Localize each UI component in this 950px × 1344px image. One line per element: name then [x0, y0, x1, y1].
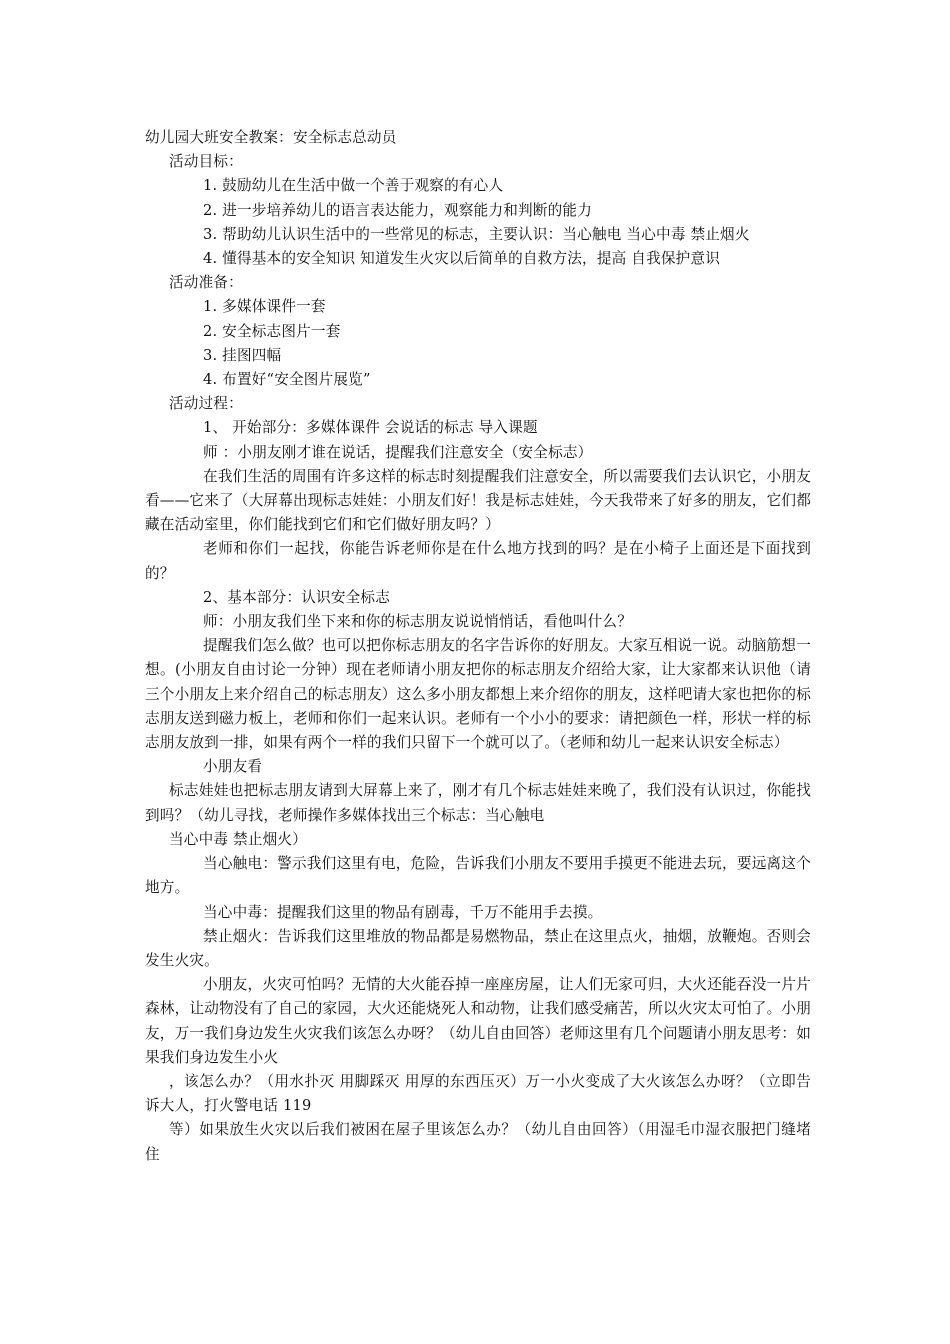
process-heading: 活动过程： — [169, 395, 243, 413]
sign-description: 当心中毒：提醒我们这里的物品有剧毒，千万不能用手去摸。 — [203, 903, 603, 921]
goal-item: 2. 进一步培养幼儿的语言表达能力，观察能力和判断的能力 — [203, 201, 593, 219]
process-paragraph: 小朋友，火灾可怕吗？无情的大火能吞掉一座座房屋，让人们无家可归，大火还能吞没一片片森林，让动物没有了自己的家园，大火还能烧死人和动物，让我们感受痛苦，所以火灾太可怕了。小朋友，万一我们身边发生火灾我们该怎么办呀？（幼儿自由回答）老师这里有几个问题请小朋友思考：如果我们身边发生小火 — [145, 976, 811, 1066]
process-paragraph: 师 ：小朋友刚才谁在说话，提醒我们注意安全（安全标志） — [203, 443, 593, 461]
document-title: 幼儿园大班安全教案：安全标志总动员 — [145, 129, 397, 146]
sign-description: 禁止烟火：告诉我们这里堆放的物品都是易燃物品，禁止在这里点火，抽烟，放鞭炮。否则会发生火灾。 — [145, 927, 811, 969]
document-body — [145, 126, 811, 1167]
process-step-heading: 2、基本部分：认识安全标志 — [203, 588, 391, 606]
prep-item: 2. 安全标志图片一套 — [203, 322, 341, 340]
process-paragraph: 小朋友看 — [203, 758, 263, 776]
goal-item: 4. 懂得基本的安全知识 知道发生火灾以后简单的自救方法，提高 自我保护意识 — [203, 250, 721, 268]
process-paragraph: ，该怎么办？（用水扑灭 用脚踩灭 用厚的东西压灭）万一小火变成了大火该怎么办呀？（立即告诉大人，打火警电话 119 — [145, 1072, 811, 1115]
sign-description: 当心触电：警示我们这里有电，危险，告诉我们小朋友不要用手摸更不能进去玩，要远离这个地方。 — [145, 855, 811, 897]
goals-heading: 活动目标： — [169, 153, 243, 171]
prep-item: 3. 挂图四幅 — [203, 346, 282, 364]
process-paragraph: 等）如果放生火灾以后我们被困在屋子里该怎么办？（幼儿自由回答）（用湿毛巾湿衣服把门缝堵住 — [145, 1121, 811, 1163]
process-paragraph: 老师和你们一起找，你能告诉老师你是在什么地方找到的吗？是在小椅子上面还是下面找到的？ — [145, 540, 811, 582]
prep-item: 4. 布置好“安全图片展览” — [203, 371, 371, 389]
process-step-heading: 1、 开始部分：多媒体课件 会说话的标志 导入课题 — [203, 419, 538, 437]
prep-item: 1. 多媒体课件一套 — [203, 298, 326, 316]
process-paragraph: 当心中毒 禁止烟火） — [169, 830, 307, 848]
process-paragraph: 标志娃娃也把标志朋友请到大屏幕上来了，刚才有几个标志娃娃来晚了，我们没有认识过，你能找到吗？（幼儿寻找，老师操作多媒体找出三个标志：当心触电 — [145, 782, 811, 824]
goal-item: 3. 帮助幼儿认识生活中的一些常见的标志，主要认识：当心触电 当心中毒 禁止烟火 — [203, 225, 750, 243]
prep-heading: 活动准备： — [169, 274, 243, 292]
process-paragraph: 师：小朋友我们坐下来和你的标志朋友说说悄悄话，看他叫什么？ — [203, 613, 633, 631]
goal-item: 1. 鼓励幼儿在生活中做一个善于观察的有心人 — [203, 177, 504, 195]
process-paragraph: 提醒我们怎么做？也可以把你标志朋友的名字告诉你的好朋友。大家互相说一说。动脑筋想一想。(小朋友自由讨论一分钟）现在老师请小朋友把你的标志朋友介绍给大家，让大家都来认识他（请三个小朋友上来介绍自己的标志朋友）这么多小朋友都想上来介绍你的朋友，这样吧请大家也把你的标志朋友送到磁力板上，老师和你们一起来认识。老师有一个小小的要求：请把颜色一样，形状一样的标志朋友放到一排，如果有两个一样的我们只留下一个就可以了。（老师和幼儿一起来认识安全标志） — [145, 637, 811, 752]
process-paragraph: 在我们生活的周围有许多这样的标志时刻提醒我们注意安全，所以需要我们去认识它，小朋友看——它来了（大屏幕出现标志娃娃：小朋友们好！我是标志娃娃，今天我带来了好多的朋友，它们都藏在活动室里，你们能找到它们和它们做好朋友吗？） — [145, 467, 811, 534]
